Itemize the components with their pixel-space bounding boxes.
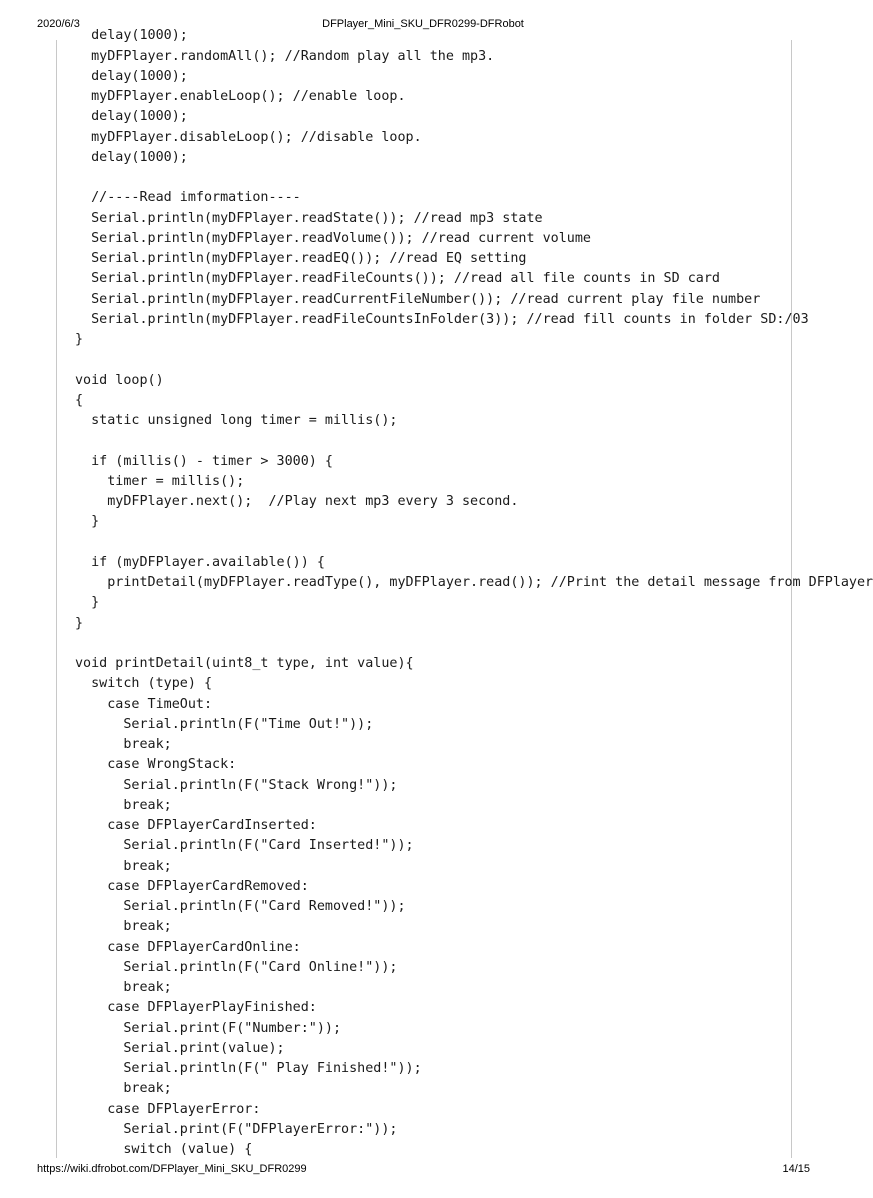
code-line: static unsigned long timer = millis(); <box>75 413 398 428</box>
code-line: case DFPlayerCardOnline: <box>75 939 301 955</box>
code-line <box>75 634 791 654</box>
code-line: case DFPlayerCardInserted: <box>75 818 317 833</box>
code-line: delay(1000); <box>75 109 188 125</box>
code-line: } <box>75 514 100 530</box>
code-line: if (millis() - timer > 3000) { <box>75 453 333 469</box>
code-line: break; <box>75 737 172 752</box>
code-line: Serial.println(F("Card Online!")); <box>75 959 398 975</box>
code-line <box>75 168 791 188</box>
code-line: Serial.println(myDFPlayer.readFileCounts()); //read all file counts in SD card <box>75 271 720 287</box>
code-line: Serial.print(value); <box>75 1040 285 1056</box>
code-line: Serial.println(myDFPlayer.readCurrentFileNumber()); //read current play file number <box>75 291 761 307</box>
code-line: printDetail(myDFPlayer.readType(), myDFPlayer.read()); //Print the detail message from DFPlayer <box>75 575 873 590</box>
page-number: 14/15 <box>782 1163 810 1175</box>
code-line: if (myDFPlayer.available()) { <box>75 554 325 570</box>
code-line: void loop() <box>75 372 164 388</box>
code-line <box>75 431 791 451</box>
code-line: break; <box>75 858 172 874</box>
code-line: Serial.print(F("Number:")); <box>75 1020 342 1036</box>
code-line: delay(1000); <box>75 68 188 84</box>
code-line: case WrongStack: <box>75 757 237 773</box>
code-line: Serial.println(F("Card Inserted!")); <box>75 838 414 854</box>
code-line: break; <box>75 919 172 935</box>
code-line: } <box>75 615 84 631</box>
code-line: case DFPlayerCardRemoved: <box>75 878 309 894</box>
code-line: myDFPlayer.enableLoop(); //enable loop. <box>75 89 406 104</box>
code-line: { <box>75 392 84 408</box>
code-line: delay(1000); <box>75 28 188 44</box>
code-line: Serial.println(myDFPlayer.readFileCountsInFolder(3)); //read fill counts in folder SD:/03 <box>75 311 809 327</box>
code-line: Serial.println(myDFPlayer.readVolume()); //read current volume <box>75 230 591 246</box>
code-line: break; <box>75 797 172 813</box>
code-block <box>56 28 873 1158</box>
code-line: switch (type) { <box>75 676 213 692</box>
code-line: myDFPlayer.randomAll(); //Random play all the mp3. <box>75 48 495 64</box>
code-line <box>75 533 791 553</box>
code-line: delay(1000); <box>75 149 188 165</box>
print-date: 2020/6/3 <box>37 18 80 30</box>
code-line: myDFPlayer.disableLoop(); //disable loop. <box>75 129 422 145</box>
code-line: Serial.println(F("Time Out!")); <box>75 716 374 732</box>
code-line: myDFPlayer.next(); //Play next mp3 every 3 second. <box>75 494 519 509</box>
code-line: switch (value) { <box>75 1142 253 1157</box>
code-line: Serial.println(myDFPlayer.readState()); //read mp3 state <box>75 210 543 226</box>
code-line: } <box>75 332 84 347</box>
page-title: DFPlayer_Mini_SKU_DFR0299-DFRobot <box>322 18 524 30</box>
code-line: Serial.println(myDFPlayer.readEQ()); //read EQ setting <box>75 251 527 266</box>
code-line: void printDetail(uint8_t type, int value){ <box>75 656 414 671</box>
page-url: https://wiki.dfrobot.com/DFPlayer_Mini_SKU_DFR0299 <box>37 1163 307 1175</box>
code-line: case DFPlayerError: <box>75 1101 261 1117</box>
code-line: Serial.println(F("Stack Wrong!")); <box>75 777 398 793</box>
code-line: Serial.println(F(" Play Finished!")); <box>75 1061 422 1076</box>
code-line: case TimeOut: <box>75 696 213 712</box>
code-line: //----Read imformation---- <box>75 190 301 206</box>
code-listing <box>75 26 873 1160</box>
code-line: timer = millis(); <box>75 473 245 489</box>
code-line: Serial.print(F("DFPlayerError:")); <box>75 1121 398 1137</box>
code-line: } <box>75 595 100 611</box>
code-line: break; <box>75 980 172 995</box>
code-line: case DFPlayerPlayFinished: <box>75 1000 317 1016</box>
code-line: Serial.println(F("Card Removed!")); <box>75 899 406 914</box>
code-line <box>75 350 791 370</box>
code-line: break; <box>75 1081 172 1097</box>
